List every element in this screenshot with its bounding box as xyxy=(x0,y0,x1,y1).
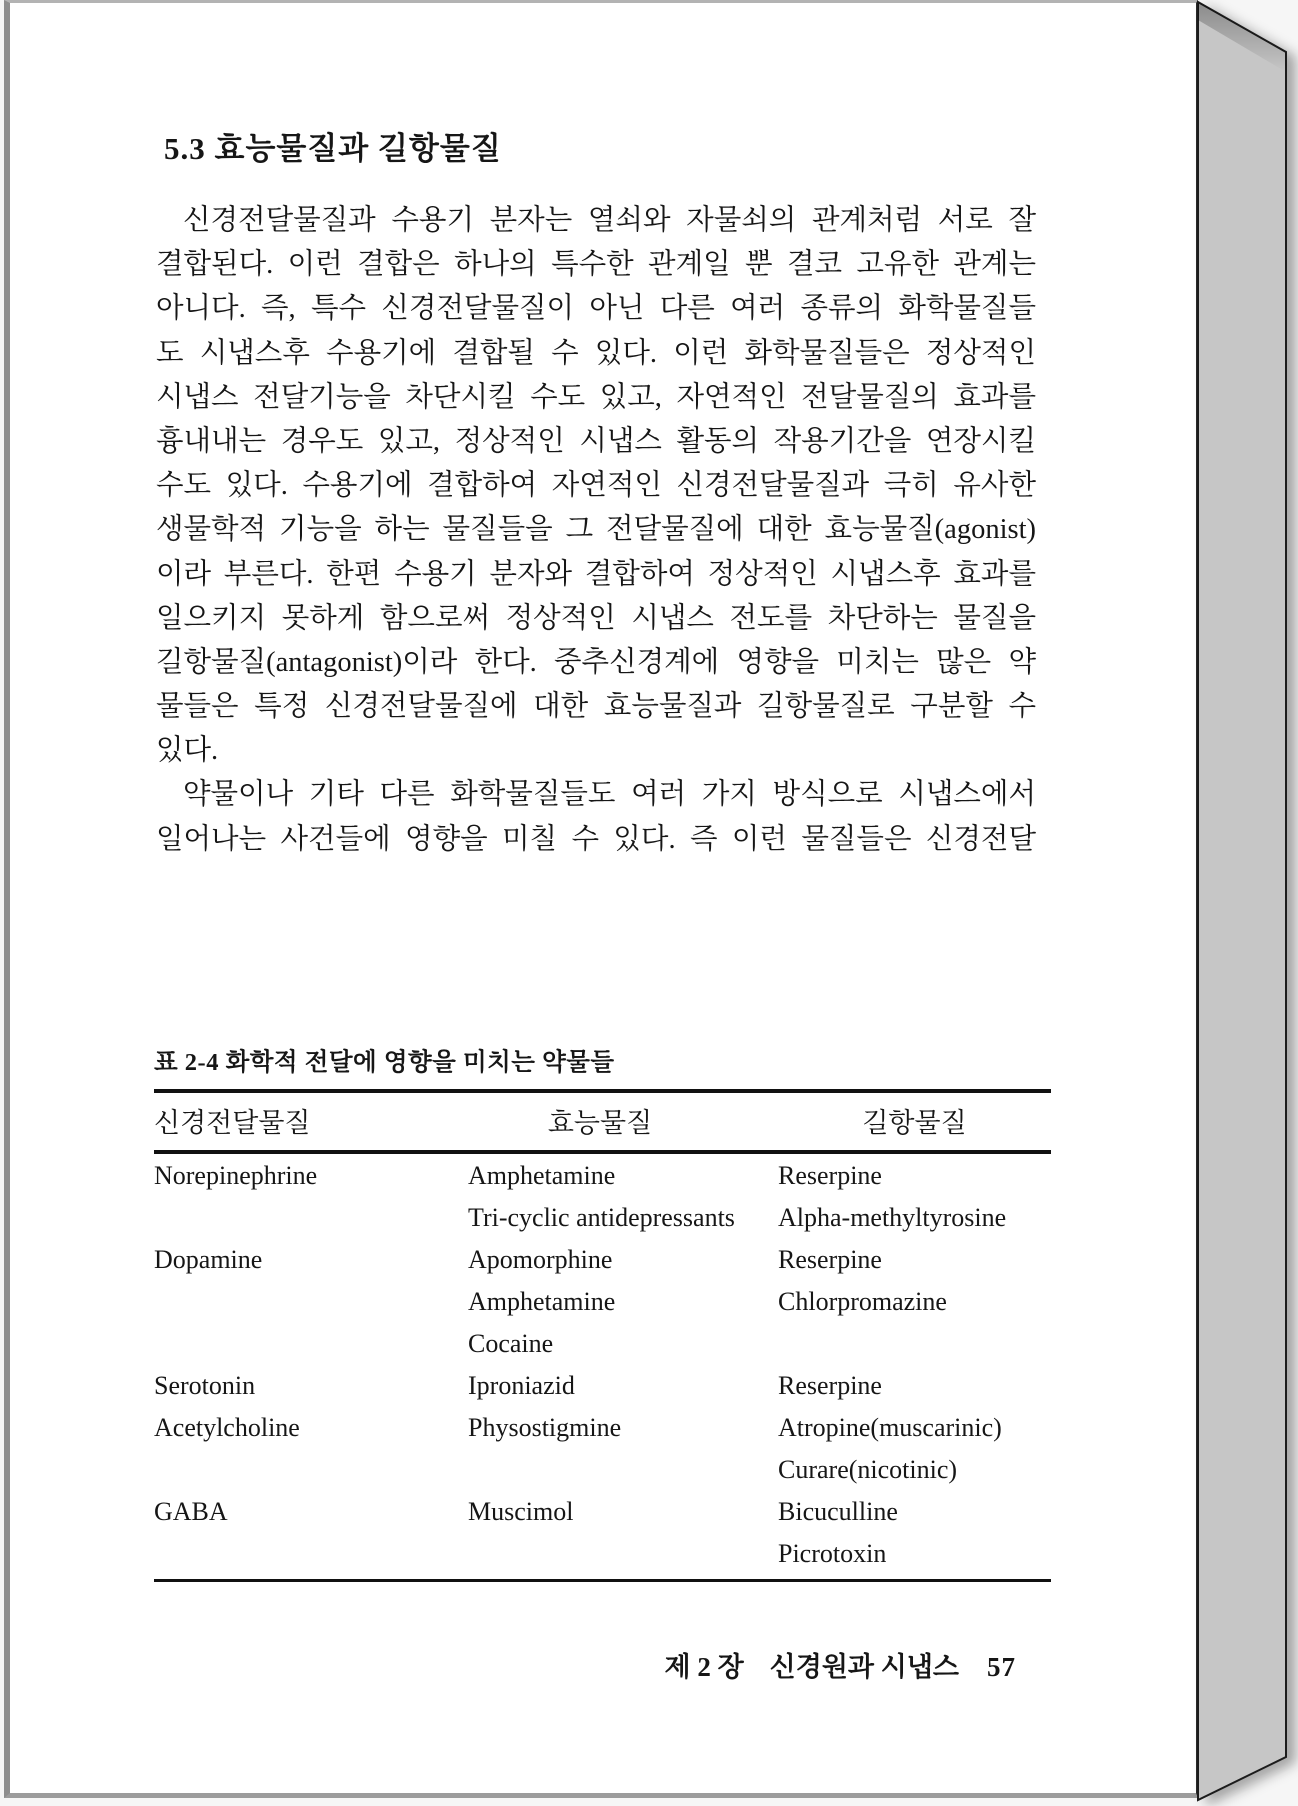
footer-page-number: 57 xyxy=(987,1652,1016,1682)
table-body xyxy=(154,1155,1051,1575)
table-cell: Amphetamine xyxy=(468,1161,616,1190)
table-row xyxy=(154,1533,1051,1575)
text-line: 길항물질(antagonist)이라 한다. 중추신경계에 영향을 미치는 많은 약 xyxy=(156,646,1036,678)
table-cell xyxy=(154,1197,468,1239)
table-cell: Bicuculline xyxy=(778,1497,898,1526)
table-cell: Dopamine xyxy=(154,1245,263,1274)
section-heading: 5.3 효능물질과 길항물질 xyxy=(164,131,502,166)
table-row xyxy=(154,1449,1051,1491)
text-line: 있다. xyxy=(156,735,219,767)
table-cell: Chlorpromazine xyxy=(778,1287,947,1316)
table-header-rule xyxy=(154,1150,1051,1154)
table-cell: Amphetamine xyxy=(468,1287,616,1316)
header-cell-neurotransmitter: 신경전달물질 xyxy=(154,1108,311,1138)
paragraph-1 xyxy=(156,199,1036,773)
table-cell: GABA xyxy=(154,1497,228,1526)
table-cell: Picrotoxin xyxy=(778,1539,887,1568)
table-cell: Acetylcholine xyxy=(154,1413,300,1442)
table-cell xyxy=(154,1281,468,1323)
table-header-row xyxy=(154,1101,1051,1145)
page-footer xyxy=(156,1645,1016,1684)
body-text xyxy=(156,199,1036,862)
table-row xyxy=(154,1491,1051,1533)
text-line: 일으키지 못하게 함으로써 정상적인 시냅스 전도를 차단하는 물질을 xyxy=(156,602,1036,634)
text-line: 약물이나 기타 다른 화학물질들도 여러 가지 방식으로 시냅스에서 xyxy=(183,779,1036,811)
text-line: 신경전달물질과 수용기 분자는 열쇠와 자물쇠의 관계처럼 서로 잘 xyxy=(183,205,1036,236)
footer-chapter-title: 신경원과 시냅스 xyxy=(769,1652,959,1682)
table-cell: Muscimol xyxy=(468,1497,574,1526)
table-cell: Atropine(muscarinic) xyxy=(778,1413,1002,1442)
table-row xyxy=(154,1323,1051,1365)
table-cell: Iproniazid xyxy=(468,1371,575,1400)
table-bottom-rule xyxy=(154,1579,1051,1582)
text-line: 물들은 특정 신경전달물질에 대한 효능물질과 길항물질로 구분할 수 xyxy=(156,691,1036,723)
table-cell xyxy=(154,1449,468,1491)
table-cell: Apomorphine xyxy=(468,1245,613,1274)
page-block-side xyxy=(1198,2,1286,1800)
table-cell: Norepinephrine xyxy=(154,1161,318,1190)
paragraph-2 xyxy=(156,773,1036,861)
table-cell xyxy=(778,1323,1051,1365)
table-row xyxy=(154,1365,1051,1407)
header-cell-agonist: 효능물질 xyxy=(547,1108,653,1138)
table-row xyxy=(154,1197,1051,1239)
text-line: 흉내내는 경우도 있고, 정상적인 시냅스 활동의 작용기간을 연장시킬 xyxy=(156,425,1036,457)
table-cell xyxy=(154,1323,468,1365)
table-cell xyxy=(468,1533,778,1575)
table-top-rule xyxy=(154,1089,1051,1093)
table-cell: Serotonin xyxy=(154,1371,256,1400)
text-line: 일어나는 사건들에 영향을 미칠 수 있다. 즉 이런 물질들은 신경전달 xyxy=(156,823,1036,855)
table-cell: Physostigmine xyxy=(468,1413,622,1442)
text-line: 결합된다. 이런 결합은 하나의 특수한 관계일 뿐 결코 고유한 관계는 xyxy=(156,249,1036,281)
table-cell: Cocaine xyxy=(468,1329,554,1358)
table-cell: Alpha-methyltyrosine xyxy=(778,1203,1007,1232)
table-cell: Tri-cyclic antidepressants xyxy=(468,1203,735,1232)
table-cell xyxy=(154,1533,468,1575)
table-row xyxy=(154,1155,1051,1197)
text-line: 생물학적 기능을 하는 물질들을 그 전달물질에 대한 효능물질(agonist) xyxy=(156,514,1036,546)
table-row xyxy=(154,1281,1051,1323)
page-block-top-shade xyxy=(1198,2,1286,72)
table-row xyxy=(154,1407,1051,1449)
table-caption: 표 2-4 화학적 전달에 영향을 미치는 약물들 xyxy=(154,1049,615,1076)
text-line: 이라 부른다. 한편 수용기 분자와 결합하여 정상적인 시냅스후 효과를 xyxy=(156,558,1036,590)
text-line: 시냅스 전달기능을 차단시킬 수도 있고, 자연적인 전달물질의 효과를 xyxy=(156,381,1036,413)
text-line: 수도 있다. 수용기에 결합하여 자연적인 신경전달물질과 극히 유사한 xyxy=(156,470,1036,502)
book-page xyxy=(4,0,1198,1798)
footer-chapter: 제 2 장 xyxy=(664,1652,744,1682)
text-line: 도 시냅스후 수용기에 결합될 수 있다. 이런 화학물질들은 정상적인 xyxy=(156,337,1036,369)
table-cell: Reserpine xyxy=(778,1371,882,1400)
table-cell: Reserpine xyxy=(778,1245,882,1274)
table-cell xyxy=(468,1449,778,1491)
table-cell: Curare(nicotinic) xyxy=(778,1455,958,1484)
table-cell: Reserpine xyxy=(778,1161,882,1190)
table-row xyxy=(154,1239,1051,1281)
text-line: 아니다. 즉, 특수 신경전달물질이 아닌 다른 여러 종류의 화학물질들 xyxy=(156,293,1036,325)
header-cell-antagonist: 길항물질 xyxy=(862,1108,967,1138)
